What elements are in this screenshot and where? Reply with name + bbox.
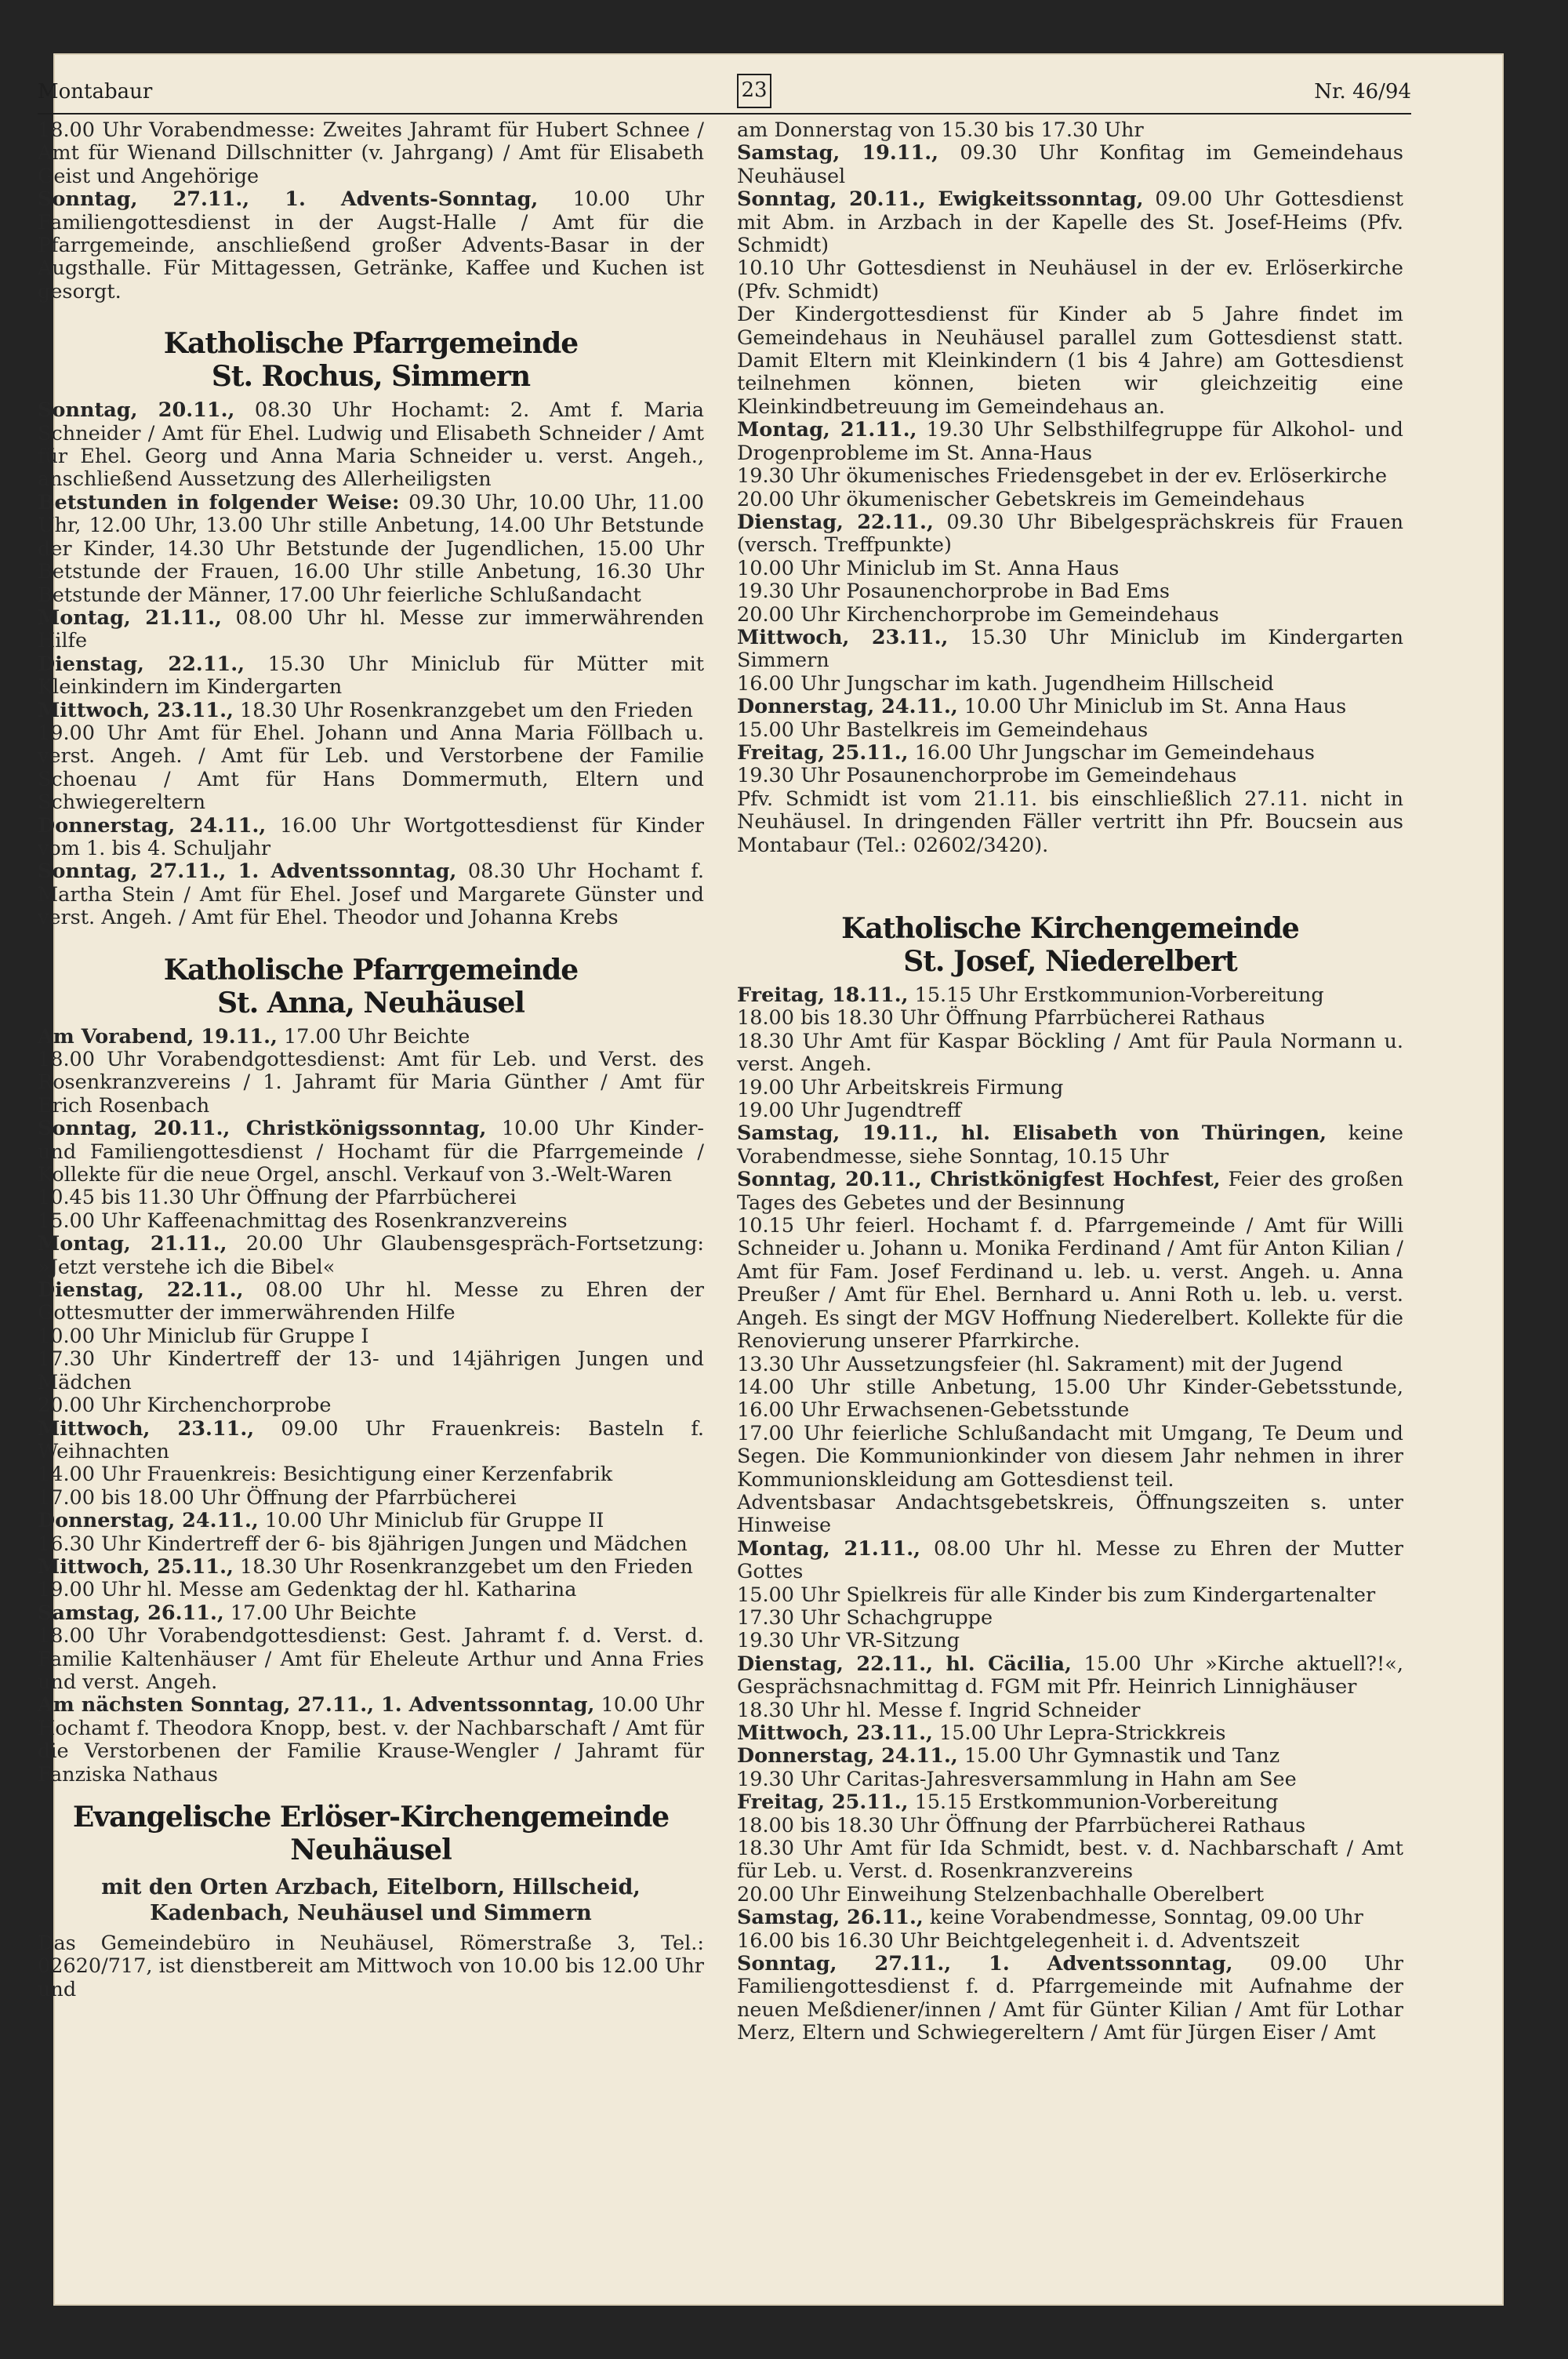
entry: 13.30 Uhr Aussetzungsfeier (hl. Sakrament) mit der Jugend xyxy=(737,1352,1343,1376)
entry-text: 17.00 Uhr Beichte xyxy=(277,1024,470,1049)
entry-date: Am nächsten Sonntag, 27.11., 1. Adventssonntag, xyxy=(38,1693,595,1717)
entry xyxy=(38,700,704,722)
entry: 20.00 Uhr Kirchenchorprobe im Gemeindehaus xyxy=(737,602,1219,627)
entry: 10.00 Uhr Miniclub im St. Anna Haus xyxy=(737,556,1120,580)
entry: 18.30 Uhr Amt für Kaspar Böckling / Amt für Paula Normann u. verst. Angeh. xyxy=(737,1029,1403,1077)
entry: Adventsbasar Andachtsgebetskreis, Öffnungszeiten s. unter Hinweise xyxy=(737,1490,1403,1538)
entry-text: 09.00 Uhr Frauenkreis: Basteln f. Weihnachten xyxy=(38,1416,705,1463)
entry xyxy=(38,815,704,861)
entry xyxy=(737,1791,1403,1814)
entry-text: 09.00 Uhr Gottesdienst mit Abm. in Arzbach in der Kapelle des St. Josef-Heims (Pfv. Schmidt) xyxy=(737,187,1403,258)
entry-date: Sonntag, 20.11., xyxy=(38,398,235,423)
entry: 10.00 Uhr Miniclub für Gruppe I xyxy=(38,1324,369,1348)
entry-text: keine Vorabendmesse, Sonntag, 09.00 Uhr xyxy=(923,1906,1363,1930)
rochus-entries xyxy=(38,399,704,929)
entry-text: keine Vorabendmesse, siehe Sonntag, 10.15 Uhr xyxy=(737,1121,1403,1169)
entry-date: Sonntag, 20.11., Christkönigssonntag, xyxy=(38,1117,487,1141)
entry-date: Dienstag, 22.11., xyxy=(737,510,934,534)
entry xyxy=(38,1510,704,1532)
entry: Pfv. Schmidt ist vom 21.11. bis einschließlich 27.11. nicht in Neuhäusel. In dringenden Fäller vertritt ihn Pfr. Boucsein aus Montabaur (Tel.: 02602/3420). xyxy=(737,787,1403,857)
entry: 18.00 Uhr Vorabendgottesdienst: Amt für Leb. und Verst. des Rosenkranzvereins / 1. Jahramt für Maria Günther / Amt für Erich Rosenbach xyxy=(38,1048,704,1118)
entry xyxy=(737,1745,1403,1768)
entry xyxy=(38,1118,704,1187)
entry-text: 18.30 Uhr Rosenkranzgebet um den Frieden xyxy=(233,698,693,722)
entry-date: Montag, 21.11., xyxy=(38,605,222,630)
entry-date: Freitag, 25.11., xyxy=(737,740,909,765)
entry: 16.30 Uhr Kindertreff der 6- bis 8jährigen Jungen und Mädchen xyxy=(38,1532,688,1556)
entry-date: Samstag, 19.11., hl. Elisabeth von Thüringen, xyxy=(737,1121,1327,1146)
entry xyxy=(737,696,1403,718)
entry: 19.30 Uhr ökumenisches Friedensgebet in der ev. Erlöserkirche xyxy=(737,464,1388,489)
header-rule xyxy=(38,113,1411,114)
section-heading-josef: Katholische Kirchengemeinde St. Josef, Niederelbert xyxy=(841,912,1299,978)
entry: 20.00 Uhr Einweihung Stelzenbachhalle Oberelbert xyxy=(737,1882,1265,1906)
entry: 10.10 Uhr Gottesdienst in Neuhäusel in der ev. Erlöserkirche (Pfv. Schmidt) xyxy=(737,256,1403,304)
entry: 17.30 Uhr Schachgruppe xyxy=(737,1605,993,1630)
entry-text: 08.00 Uhr hl. Messe zu Ehren der Mutter Gottes xyxy=(737,1536,1403,1584)
entry-date: Freitag, 25.11., xyxy=(737,1790,909,1815)
entry: 19.30 Uhr VR-Sitzung xyxy=(737,1629,960,1653)
entry-date: Donnerstag, 24.11., xyxy=(737,695,958,719)
right-column xyxy=(737,119,1403,2045)
entry: 18.00 bis 18.30 Uhr Öffnung Pfarrbücherei Rathaus xyxy=(737,1006,1265,1030)
entry-text: 15.15 Erstkommunion-Vorbereitung xyxy=(908,1790,1279,1815)
entry xyxy=(38,1602,704,1625)
entry xyxy=(737,142,1403,188)
entry-date: Sonntag, 27.11., 1. Adventssonntag, xyxy=(38,860,457,884)
entry-date: Sonntag, 20.11., Ewigkeitssonntag, xyxy=(737,187,1144,212)
entry-date: Dienstag, 22.11., xyxy=(38,1278,244,1303)
entry: 15.00 Uhr Spielkreis für alle Kinder bis zum Kindergartenalter xyxy=(737,1583,1376,1607)
entry: am Donnerstag von 15.30 bis 17.30 Uhr xyxy=(737,118,1144,142)
entry-date: Sonntag, 27.11., 1. Adventssonntag, xyxy=(737,1952,1233,1976)
entry-date: Samstag, 26.11., xyxy=(737,1906,924,1930)
entry-text: 20.00 Uhr Glaubensgespräch-Fortsetzung: »Jetzt verstehe ich die Bibel« xyxy=(38,1232,704,1279)
entry-text: 09.00 Uhr Familiengottesdienst f. d. Pfarrgemeinde mit Aufnahme der neuen Meßdiener/innen / Amt für Günter Kilian / Amt für Lothar Merz, Eltern und Schwiegereltern / Amt für Jürgen Eiser / Amt xyxy=(737,1952,1403,2045)
entry: 20.00 Uhr ökumenischer Gebetskreis im Gemeindehaus xyxy=(737,487,1305,511)
entry: 19.30 Uhr Posaunenchorprobe im Gemeindehaus xyxy=(737,764,1237,788)
entry: 19.30 Uhr Posaunenchorprobe in Bad Ems xyxy=(737,580,1171,604)
entry-text: 16.00 Uhr Wortgottesdienst für Kinder vom 1. bis 4. Schuljahr xyxy=(38,813,704,860)
entry-text: 09.30 Uhr Bibelgesprächskreis für Frauen (versch. Treffpunkte) xyxy=(737,510,1403,558)
entry-text: Feier des großen Tages des Gebetes und der Besinnung xyxy=(737,1168,1403,1215)
entry-text: 15.00 Uhr Lepra-Strickkreis xyxy=(932,1721,1226,1745)
entry: Der Kindergottesdienst für Kinder ab 5 Jahre findet im Gemeindehaus in Neuhäusel parallel zum Gottesdienst statt. Damit Eltern mit Kleinkindern (1 bis 4 Jahre) am Gottesdienst teilnehmen können, bieten wir gleichzeitig eine Kleinkindbetreuung im Gemeindehaus an. xyxy=(737,303,1403,419)
josef-entries xyxy=(737,984,1403,2045)
entry-text: 15.00 Uhr Gymnastik und Tanz xyxy=(957,1744,1280,1768)
erloeser-subheading: mit den Orten Arzbach, Eitelborn, Hillscheid, Kadenbach, Neuhäusel und Simmern xyxy=(101,1875,641,1925)
entry: 18.30 Uhr hl. Messe f. Ingrid Schneider xyxy=(737,1698,1141,1722)
section-heading-anna: Katholische Pfarrgemeinde St. Anna, Neuhäusel xyxy=(163,953,579,1020)
entry-date: Sonntag, 20.11., Christkönigfest Hochfest, xyxy=(737,1168,1221,1192)
entry xyxy=(737,1722,1403,1745)
entry xyxy=(737,1906,1403,1929)
entry-date: Mittwoch, 23.11., xyxy=(737,625,949,649)
entry xyxy=(737,742,1403,765)
entry-text: 09.30 Uhr Konfitag im Gemeindehaus Neuhäusel xyxy=(737,141,1403,188)
entry: 18.00 Uhr Vorabendgottesdienst: Gest. Jahramt f. d. Verst. d. Familie Kaltenhäuser / Amt für Eheleute Arthur und Anna Fries und verst. Angeh. xyxy=(38,1624,704,1694)
entry-date: Samstag, 26.11., xyxy=(38,1601,224,1625)
entry-text: 15.00 Uhr »Kirche aktuell?!«, Gesprächsnachmittag d. FGM mit Pfr. Heinrich Linnighäuser xyxy=(737,1652,1403,1699)
entry-text: 10.00 Uhr Miniclub im St. Anna Haus xyxy=(957,695,1347,719)
entry-text: 10.00 Uhr Familiengottesdienst in der Augst-Halle / Amt für die Pfarrgemeinde, anschließend großer Advents-Basar in der Augsthalle. Für Mittagessen, Getränke, Kaffee und Kuchen ist gesorgt. xyxy=(38,187,704,304)
section-heading-erloeser: Evangelische Erlöser-Kirchengemeinde Neuhäusel xyxy=(72,1801,670,1866)
entry xyxy=(38,1556,704,1579)
entry: 20.00 Uhr Kirchenchorprobe xyxy=(38,1394,332,1418)
entry-date: Dienstag, 22.11., xyxy=(38,652,245,676)
entry-date: Montag, 21.11., xyxy=(38,1232,227,1256)
entry-date: Montag, 21.11., xyxy=(737,418,917,442)
erloeser-entries xyxy=(737,119,1403,857)
entry-date: Montag, 21.11., xyxy=(737,1536,921,1561)
entry-text: 18.30 Uhr Rosenkranzgebet um den Frieden xyxy=(233,1554,693,1579)
entry xyxy=(38,1418,704,1464)
entry xyxy=(737,1538,1403,1584)
entry xyxy=(38,1694,704,1787)
entry-text: 09.30 Uhr, 10.00 Uhr, 11.00 Uhr, 12.00 Uhr, 13.00 Uhr stille Anbetung, 14.00 Uhr Betstunde der Kinder, 14.30 Uhr Betstunde der Jugendlichen, 15.00 Uhr Betstunde der Frauen, 16.00 Uhr stille Anbetung, 16.30 Uhr Betstunde der Männer, 17.00 Uhr feierliche Schlußandacht xyxy=(38,490,704,607)
entry: 19.00 Uhr Amt für Ehel. Johann und Anna Maria Föllbach u. verst. Angeh. / Amt für Leb. und Verstorbene der Familie Schoenau / Amt für Hans Dommermuth, Eltern und Schwiegereltern xyxy=(38,721,704,815)
entry xyxy=(38,1279,704,1325)
entry-date: Mittwoch, 23.11., xyxy=(38,1416,255,1441)
entry-date: Donnerstag, 24.11., xyxy=(38,813,267,838)
entry: 16.00 Uhr Jungschar im kath. Jugendheim Hillscheid xyxy=(737,671,1274,696)
entry xyxy=(737,1122,1403,1169)
entry: 16.00 bis 16.30 Uhr Beichtgelegenheit i. d. Adventszeit xyxy=(737,1928,1300,1953)
entry xyxy=(737,627,1403,673)
entry: 17.30 Uhr Kindertreff der 13- und 14jährigen Jungen und Mädchen xyxy=(38,1347,704,1394)
entry xyxy=(38,653,704,700)
entry-date: Sonntag, 27.11., 1. Advents-Sonntag, xyxy=(38,187,539,212)
entry-date: Freitag, 18.11., xyxy=(737,983,909,1007)
entry xyxy=(38,860,704,929)
entry xyxy=(737,1169,1403,1215)
section-heading-rochus: Katholische Pfarrgemeinde St. Rochus, Simmern xyxy=(163,327,579,394)
entry: 10.15 Uhr feierl. Hochamt f. d. Pfarrgemeinde / Amt für Willi Schneider u. Johann u. Monika Ferdinand / Amt für Anton Kilian / Amt für Fam. Josef Ferdinand u. leb. u. verst. Angeh. u. Anna Preußer / Amt für Ehel. Bernhard u. Anni Roth u. leb. u. verst. Angeh. Es singt der MGV Hoffnung Niederelbert. Kollekte für die Renovierung unserer Pfarrkirche. xyxy=(737,1214,1403,1354)
anna-entries xyxy=(38,1026,704,1787)
entry: 15.00 Uhr Bastelkreis im Gemeindehaus xyxy=(737,718,1149,742)
entry xyxy=(38,188,704,304)
left-column xyxy=(38,119,704,2001)
entry-date: Dienstag, 22.11., hl. Cäcilia, xyxy=(737,1652,1072,1676)
entry: 18.00 bis 18.30 Uhr Öffnung der Pfarrbücherei Rathaus xyxy=(737,1813,1306,1837)
entry: 19.00 Uhr Jugendtreff xyxy=(737,1099,961,1123)
entry-date: Donnerstag, 24.11., xyxy=(38,1509,259,1533)
issue-number: Nr. 46/94 xyxy=(1314,80,1411,104)
entry xyxy=(38,1026,704,1049)
entry: 19.00 Uhr Arbeitskreis Firmung xyxy=(737,1075,1064,1100)
entry-text: 15.30 Uhr Miniclub für Mütter mit Kleinkindern im Kindergarten xyxy=(38,652,704,700)
entry-date: Donnerstag, 24.11., xyxy=(737,1744,958,1768)
entry xyxy=(737,1653,1403,1699)
erloeser-intro: Das Gemeindebüro in Neuhäusel, Römerstraße 3, Tel.: 02620/717, ist dienstbereit am Mittwoch von 10.00 bis 12.00 Uhr und xyxy=(38,1932,704,2001)
entry xyxy=(38,607,704,653)
entry-date: Mittwoch, 25.11., xyxy=(38,1554,234,1579)
entry: 14.00 Uhr stille Anbetung, 15.00 Uhr Kinder-Gebetsstunde, 16.00 Uhr Erwachsenen-Gebetsstunde xyxy=(737,1375,1403,1423)
entry-text: 10.00 Uhr Kinder- und Familiengottesdienst / Hochamt für die Pfarrgemeinde / Kollekte für die neue Orgel, anschl. Verkauf von 3.-Welt-Waren xyxy=(38,1117,704,1187)
entry xyxy=(38,492,704,607)
entry xyxy=(38,399,704,492)
entry: 18.00 Uhr Vorabendmesse: Zweites Jahramt für Hubert Schnee / Amt für Wienand Dillschnitter (v. Jahrgang) / Amt für Elisabeth Geist und Angehörige xyxy=(38,118,704,188)
entry-date: Mittwoch, 23.11., xyxy=(737,1721,933,1745)
entry-text: 08.00 Uhr hl. Messe zu Ehren der Gottesmutter der immerwährenden Hilfe xyxy=(38,1278,704,1325)
entry-date: Samstag, 19.11., xyxy=(737,141,939,165)
page-number: 23 xyxy=(737,74,771,108)
entry: 19.00 Uhr hl. Messe am Gedenktag der hl. Katharina xyxy=(38,1578,577,1602)
entry-text: 15.30 Uhr Miniclub im Kindergarten Simmern xyxy=(737,625,1403,673)
entry-text: 10.00 Uhr Miniclub für Gruppe II xyxy=(258,1509,604,1533)
entry xyxy=(38,1233,704,1279)
entry-text: 08.00 Uhr hl. Messe zur immerwährenden Hilfe xyxy=(38,605,704,653)
entry-text: 08.30 Uhr Hochamt f. Martha Stein / Amt für Ehel. Josef und Margarete Günster und verst. Angeh. / Amt für Ehel. Theodor und Johanna Krebs xyxy=(38,860,705,930)
page-header xyxy=(38,80,1411,111)
entry: 17.00 Uhr feierliche Schlußandacht mit Umgang, Te Deum und Segen. Die Kommunionkinder von diesem Jahr nehmen in ihrer Kommunionskleidung am Gottesdienst teil. xyxy=(737,1421,1403,1492)
intro-section xyxy=(38,119,704,304)
entry xyxy=(737,188,1403,257)
entry xyxy=(737,984,1403,1007)
entry-date: Betstunden in folgender Weise: xyxy=(38,490,400,514)
entry: 14.00 Uhr Frauenkreis: Besichtigung einer Kerzenfabrik xyxy=(38,1463,613,1487)
entry: 17.00 bis 18.00 Uhr Öffnung der Pfarrbücherei xyxy=(38,1485,517,1510)
entry-date: Mittwoch, 23.11., xyxy=(38,698,234,722)
entry: 18.30 Uhr Amt für Ida Schmidt, best. v. d. Nachbarschaft / Amt für Leb. u. Verst. d. Rosenkranzvereins xyxy=(737,1837,1403,1884)
entry: 10.45 bis 11.30 Uhr Öffnung der Pfarrbücherei xyxy=(38,1186,517,1210)
entry-text: 10.00 Uhr Hochamt f. Theodora Knopp, best. v. der Nachbarschaft / Amt für die Verstorbenen der Familie Krause-Wengler / Jahramt für Fanziska Nathaus xyxy=(38,1693,704,1787)
entry xyxy=(737,1953,1403,2045)
entry-text: 17.00 Uhr Beichte xyxy=(223,1601,417,1625)
entry-text: 19.30 Uhr Selbsthilfegruppe für Alkohol- und Drogenprobleme im St. Anna-Haus xyxy=(737,418,1403,465)
entry xyxy=(737,511,1403,558)
entry-text: 15.15 Uhr Erstkommunion-Vorbereitung xyxy=(908,983,1324,1007)
entry-text: 16.00 Uhr Jungschar im Gemeindehaus xyxy=(908,740,1315,765)
entry-date: Am Vorabend, 19.11., xyxy=(38,1024,278,1049)
header-town: Montabaur xyxy=(38,80,153,104)
entry: 15.00 Uhr Kaffeenachmittag des Rosenkranzvereins xyxy=(38,1209,568,1233)
entry: 19.30 Uhr Caritas-Jahresversammlung in Hahn am See xyxy=(737,1767,1297,1791)
entry xyxy=(737,419,1403,465)
entry-text: 08.30 Uhr Hochamt: 2. Amt f. Maria Schneider / Amt für Ehel. Ludwig und Elisabeth Schneider / Amt für Ehel. Georg und Anna Maria Schneider u. verst. Angeh., anschließend Aussetzung des Allerheiligsten xyxy=(38,398,705,492)
